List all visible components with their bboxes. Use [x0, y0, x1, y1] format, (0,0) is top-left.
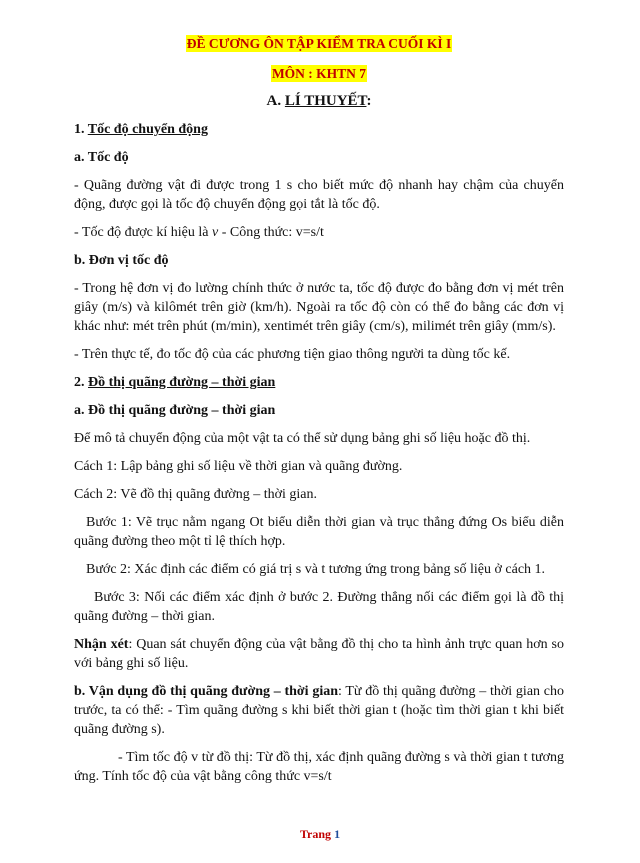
paragraph-graph-application	[74, 682, 564, 739]
paragraph-speed-definition: - Quãng đường vật đi được trong 1 s cho biết mức độ nhanh hay chậm của chuyển động, được gọi là tốc độ chuyển động gọi tắt là tốc độ.	[74, 178, 564, 212]
page-footer	[0, 827, 640, 842]
section-a-label: LÍ THUYẾT	[284, 93, 367, 109]
subsection-1b-heading: b. Đơn vị tốc độ	[74, 253, 169, 268]
paragraph-step-3: Bước 3: Nối các điểm xác định ở bước 2. Đường thẳng nối các điểm gọi là đồ thị quãng đường – thời gian.	[74, 590, 564, 624]
application-heading: b. Vận dụng đồ thị quãng đường – thời gian	[74, 684, 338, 699]
subsection-2a-heading: a. Đồ thị quãng đường – thời gian	[74, 403, 276, 418]
document-title: ĐỀ CƯƠNG ÔN TẬP KIỂM TRA CUỐI KÌ I	[186, 36, 452, 51]
subject-title-wrap	[74, 65, 564, 83]
paragraph-speed-symbol	[74, 223, 564, 242]
paragraph-remark	[74, 635, 564, 673]
speed-symbol-before: - Tốc độ được kí hiệu là	[74, 225, 212, 240]
section-1-number: 1.	[74, 122, 88, 137]
section-2-title: Đồ thị quãng đường – thời gian	[88, 375, 276, 390]
remark-label: Nhận xét	[74, 637, 129, 652]
section-a-suffix: :	[366, 93, 372, 109]
paragraph-step-2: Bước 2: Xác định các điểm có giá trị s và t tương ứng trong bảng số liệu ở cách 1.	[86, 562, 546, 577]
paragraph-method-1: Cách 1: Lập bảng ghi số liệu về thời gian và quãng đường.	[74, 459, 403, 474]
subsection-1a-heading: a. Tốc độ	[74, 150, 129, 165]
paragraph-speed-units: - Trong hệ đơn vị đo lường chính thức ở nước ta, tốc độ được đo bằng đơn vị mét trên giây (m/s) và kilômét trên giờ (km/h). Ngoài ra tốc độ còn có thể đo bằng các đơn vị khác như: mét trên phút (m/min), xentimét trên giây (cm/s), milimét trên giây (mm/s).	[74, 281, 564, 334]
paragraph-graph-intro: Để mô tả chuyển động của một vật ta có thể sử dụng bảng ghi số liệu hoặc đồ thị.	[74, 431, 531, 446]
section-1-heading	[74, 120, 564, 139]
remark-text: : Quan sát chuyển động của vật bằng đồ thị cho ta hình ảnh trực quan hơn so với bảng ghi số liệu.	[74, 637, 565, 671]
section-1-title: Tốc độ chuyển động	[87, 122, 208, 137]
subject-title: MÔN : KHTN 7	[271, 66, 367, 81]
footer-page-label: Trang	[299, 827, 332, 841]
document-page	[0, 35, 640, 863]
section-2-heading	[74, 373, 564, 392]
section-a-heading	[74, 93, 564, 110]
section-2-number: 2.	[74, 375, 88, 390]
document-title-wrap	[74, 35, 564, 53]
paragraph-step-1: Bước 1: Vẽ trục nằm ngang Ot biểu diễn thời gian và trục thẳng đứng Os biểu diễn quãng đường theo một tỉ lệ thích hợp.	[74, 515, 564, 549]
paragraph-speedometer: - Trên thực tế, đo tốc độ của các phương tiện giao thông người ta dùng tốc kế.	[74, 347, 511, 362]
section-a-prefix: A.	[266, 93, 285, 109]
paragraph-find-speed: - Tìm tốc độ v từ đồ thị: Từ đồ thị, xác định quãng đường s và thời gian t tương ứng. Tính tốc độ của vật bằng công thức v=s/t	[74, 750, 564, 784]
speed-symbol-v: v	[211, 225, 219, 240]
application-text: : Từ đồ thị quãng đường – thời gian cho trước, ta có thể: - Tìm quãng đường s khi biết thời gian t (hoặc tìm thời gian t khi biết quãng đường s).	[74, 684, 564, 737]
paragraph-method-2: Cách 2: Vẽ đồ thị quãng đường – thời gian.	[74, 487, 317, 502]
footer-page-number: 1	[334, 827, 341, 841]
speed-symbol-after: - Công thức: v=s/t	[218, 225, 324, 240]
